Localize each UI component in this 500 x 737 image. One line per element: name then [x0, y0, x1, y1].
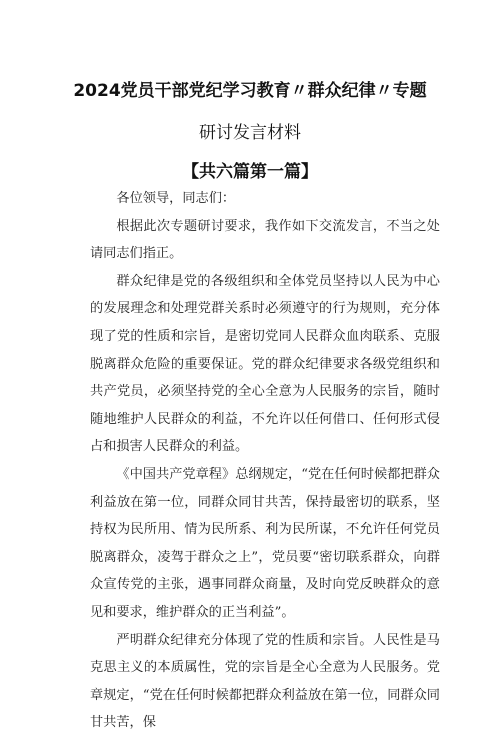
document-subtitle: 研讨发言材料: [199, 123, 301, 143]
paragraph-1: 根据此次专题研讨要求，我作如下交流发言，不当之处请同志们指正。: [90, 218, 440, 262]
document-body: [90, 185, 440, 737]
paragraph-2: 群众纪律是党的各级组织和全体党员坚持以人民为中心的发展理念和处理党群关系时必须遵守的行为规则，充分体现了党的性质和宗旨，是密切党同人民群众血肉联系、克服脱离群众危险的重要保证。党的群众纪律要求各级党组织和共产党员，必须坚持党的全心全意为人民服务的宗旨，随时随地维护人民群众的利益，不允许以任何借口、任何形式侵占和损害人民群众的利益。: [90, 273, 440, 455]
document-series-label: 【共六篇第一篇】: [182, 162, 318, 182]
document-title: 2024党员干部党纪学习教育〃群众纪律〃专题: [73, 81, 427, 101]
salutation: 各位领导，同志们：: [116, 191, 236, 206]
paragraph-3: 《中国共产党章程》总纲规定，“党在任何时候都把群众利益放在第一位，同群众同甘共苦，保持最密切的联系，坚持权为民所用、情为民所系、利为民所谋，不允许任何党员脱离群众，凌驾于群众之上”，党员要“密切联系群众，向群众宣传党的主张，遇事同群众商量，及时向党反映群众的意见和要求，维护群众的正当利益”。: [90, 466, 440, 620]
paragraph-4: 严明群众纪律充分体现了党的性质和宗旨。人民性是马克思主义的本质属性，党的宗旨是全心全意为人民服务。党章规定，“党在任何时候都把群众利益放在第一位，同群众同甘共苦，保: [90, 632, 440, 731]
